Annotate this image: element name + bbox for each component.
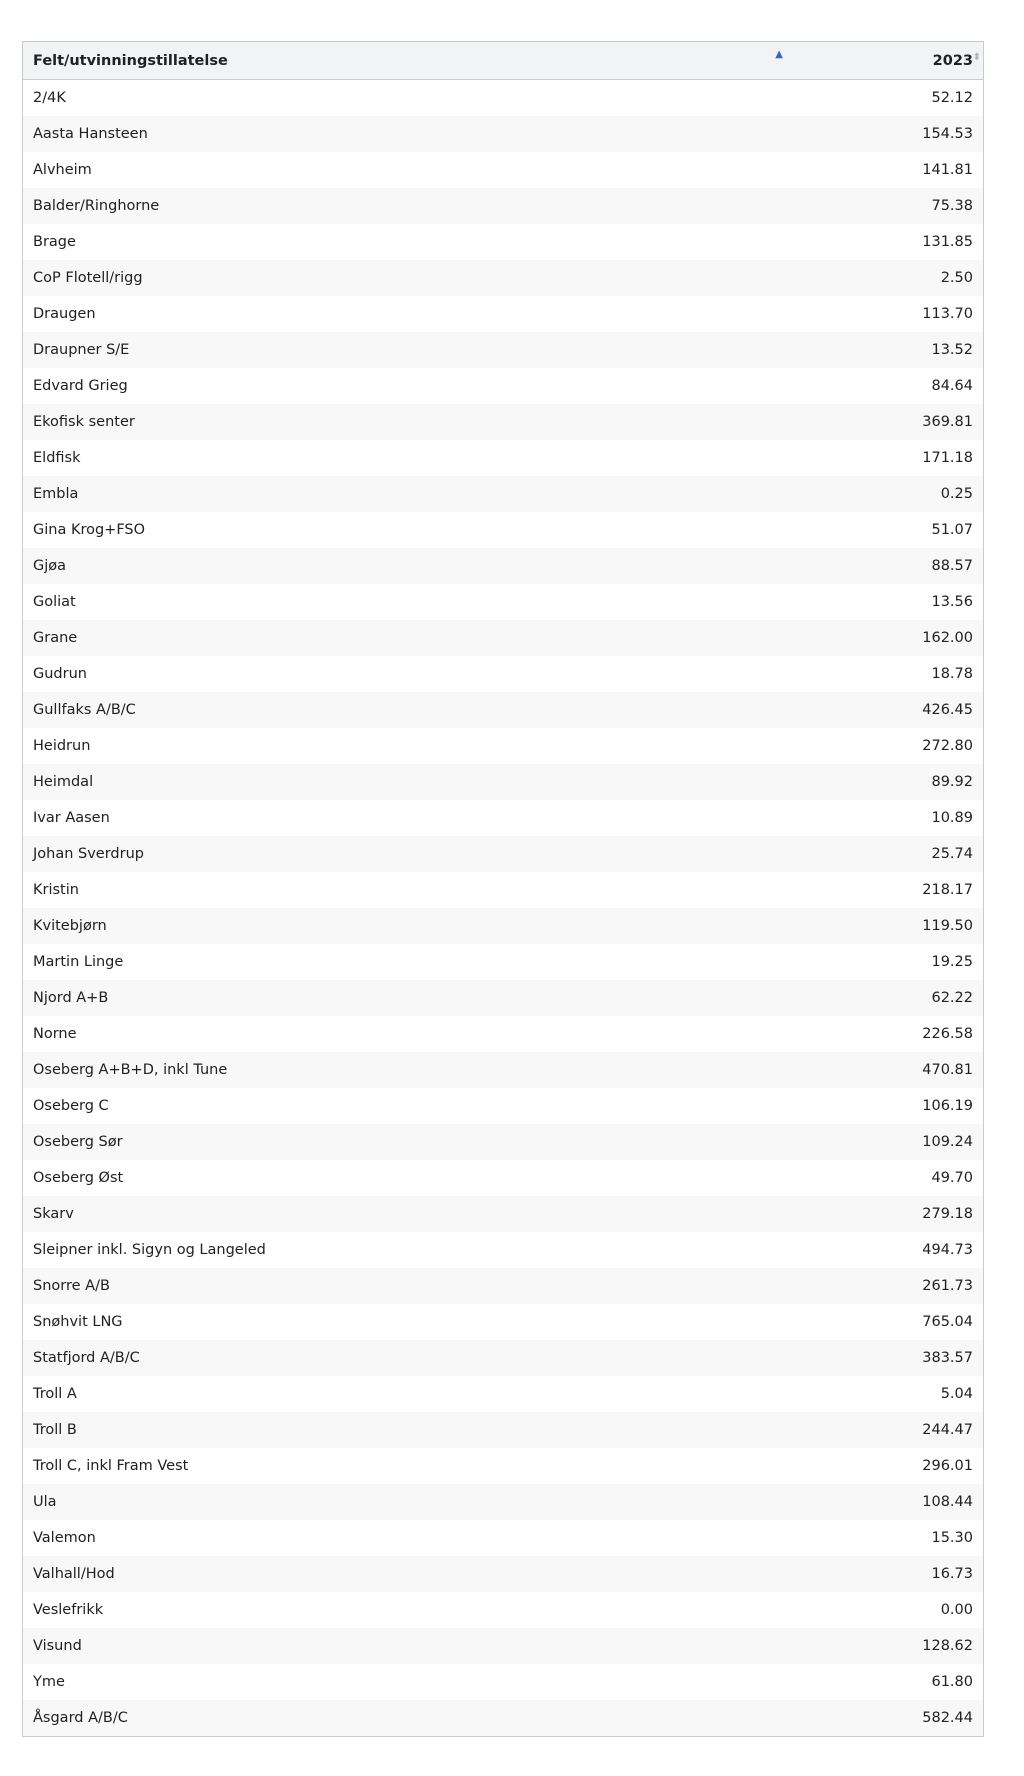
value-2023-cell: 13.56 xyxy=(783,584,983,620)
column-header-year[interactable] xyxy=(783,42,983,80)
value-2023-cell: 131.85 xyxy=(783,224,983,260)
value-2023-cell: 88.57 xyxy=(783,548,983,584)
table-row xyxy=(23,332,983,368)
field-name-cell: Aasta Hansteen xyxy=(23,116,783,152)
value-2023-cell: 296.01 xyxy=(783,1448,983,1484)
value-2023-cell: 226.58 xyxy=(783,1016,983,1052)
field-name-cell: Gjøa xyxy=(23,548,783,584)
table-row xyxy=(23,836,983,872)
value-2023-cell: 218.17 xyxy=(783,872,983,908)
value-2023-cell: 113.70 xyxy=(783,296,983,332)
value-2023-cell: 244.47 xyxy=(783,1412,983,1448)
table-row xyxy=(23,944,983,980)
field-name-cell: Grane xyxy=(23,620,783,656)
table-row xyxy=(23,980,983,1016)
field-name-cell: Kvitebjørn xyxy=(23,908,783,944)
value-2023-cell: 383.57 xyxy=(783,1340,983,1376)
table-row xyxy=(23,1088,983,1124)
value-2023-cell: 494.73 xyxy=(783,1232,983,1268)
value-2023-cell: 106.19 xyxy=(783,1088,983,1124)
field-name-cell: Draupner S/E xyxy=(23,332,783,368)
column-header-field-label: Felt/utvinningstillatelse xyxy=(33,52,228,69)
value-2023-cell: 84.64 xyxy=(783,368,983,404)
value-2023-cell: 89.92 xyxy=(783,764,983,800)
value-2023-cell: 154.53 xyxy=(783,116,983,152)
table-row xyxy=(23,1160,983,1196)
table-row xyxy=(23,1340,983,1376)
value-2023-cell: 25.74 xyxy=(783,836,983,872)
field-name-cell: Valhall/Hod xyxy=(23,1556,783,1592)
field-name-cell: Alvheim xyxy=(23,152,783,188)
value-2023-cell: 15.30 xyxy=(783,1520,983,1556)
field-name-cell: Njord A+B xyxy=(23,980,783,1016)
table-row xyxy=(23,872,983,908)
table-row xyxy=(23,1016,983,1052)
field-name-cell: Martin Linge xyxy=(23,944,783,980)
value-2023-cell: 128.62 xyxy=(783,1628,983,1664)
field-name-cell: Kristin xyxy=(23,872,783,908)
field-name-cell: 2/4K xyxy=(23,80,783,117)
sort-neutral-icon[interactable]: ⬍ xyxy=(972,52,981,63)
table-row xyxy=(23,116,983,152)
column-header-year-label: 2023 xyxy=(932,52,973,69)
sort-ascending-icon[interactable]: ▲ xyxy=(775,49,783,60)
table-row xyxy=(23,1268,983,1304)
field-name-cell: Ivar Aasen xyxy=(23,800,783,836)
field-name-cell: Visund xyxy=(23,1628,783,1664)
table-body xyxy=(23,80,983,1737)
table-row xyxy=(23,1664,983,1700)
table-row xyxy=(23,800,983,836)
value-2023-cell: 62.22 xyxy=(783,980,983,1016)
table-row xyxy=(23,260,983,296)
field-name-cell: Draugen xyxy=(23,296,783,332)
field-name-cell: Ula xyxy=(23,1484,783,1520)
table-row xyxy=(23,728,983,764)
value-2023-cell: 272.80 xyxy=(783,728,983,764)
table-row xyxy=(23,1628,983,1664)
field-name-cell: Oseberg C xyxy=(23,1088,783,1124)
table-row xyxy=(23,1448,983,1484)
value-2023-cell: 470.81 xyxy=(783,1052,983,1088)
field-name-cell: Troll A xyxy=(23,1376,783,1412)
field-name-cell: Statfjord A/B/C xyxy=(23,1340,783,1376)
table-row xyxy=(23,476,983,512)
table-row xyxy=(23,1376,983,1412)
table-row xyxy=(23,1700,983,1736)
table-row xyxy=(23,548,983,584)
value-2023-cell: 426.45 xyxy=(783,692,983,728)
value-2023-cell: 108.44 xyxy=(783,1484,983,1520)
table-row xyxy=(23,1412,983,1448)
field-name-cell: Eldfisk xyxy=(23,440,783,476)
value-2023-cell: 582.44 xyxy=(783,1700,983,1736)
field-name-cell: Balder/Ringhorne xyxy=(23,188,783,224)
table-row xyxy=(23,1304,983,1340)
value-2023-cell: 765.04 xyxy=(783,1304,983,1340)
field-name-cell: Heimdal xyxy=(23,764,783,800)
table-row xyxy=(23,512,983,548)
field-name-cell: Oseberg Sør xyxy=(23,1124,783,1160)
table-row xyxy=(23,584,983,620)
value-2023-cell: 279.18 xyxy=(783,1196,983,1232)
table-row xyxy=(23,188,983,224)
value-2023-cell: 61.80 xyxy=(783,1664,983,1700)
field-name-cell: CoP Flotell/rigg xyxy=(23,260,783,296)
value-2023-cell: 19.25 xyxy=(783,944,983,980)
table-row xyxy=(23,296,983,332)
field-name-cell: Snøhvit LNG xyxy=(23,1304,783,1340)
table-row xyxy=(23,1484,983,1520)
table-row xyxy=(23,404,983,440)
field-name-cell: Oseberg Øst xyxy=(23,1160,783,1196)
field-name-cell: Troll B xyxy=(23,1412,783,1448)
field-name-cell: Brage xyxy=(23,224,783,260)
value-2023-cell: 5.04 xyxy=(783,1376,983,1412)
field-name-cell: Gina Krog+FSO xyxy=(23,512,783,548)
field-name-cell: Troll C, inkl Fram Vest xyxy=(23,1448,783,1484)
field-name-cell: Valemon xyxy=(23,1520,783,1556)
value-2023-cell: 0.25 xyxy=(783,476,983,512)
data-table-container xyxy=(22,41,984,1737)
value-2023-cell: 162.00 xyxy=(783,620,983,656)
field-name-cell: Ekofisk senter xyxy=(23,404,783,440)
value-2023-cell: 52.12 xyxy=(783,80,983,117)
table-row xyxy=(23,368,983,404)
field-name-cell: Embla xyxy=(23,476,783,512)
value-2023-cell: 171.18 xyxy=(783,440,983,476)
field-name-cell: Edvard Grieg xyxy=(23,368,783,404)
field-name-cell: Veslefrikk xyxy=(23,1592,783,1628)
value-2023-cell: 16.73 xyxy=(783,1556,983,1592)
value-2023-cell: 109.24 xyxy=(783,1124,983,1160)
field-name-cell: Åsgard A/B/C xyxy=(23,1700,783,1736)
value-2023-cell: 119.50 xyxy=(783,908,983,944)
table-row xyxy=(23,620,983,656)
field-name-cell: Gudrun xyxy=(23,656,783,692)
value-2023-cell: 13.52 xyxy=(783,332,983,368)
field-name-cell: Skarv xyxy=(23,1196,783,1232)
table-row xyxy=(23,440,983,476)
value-2023-cell: 0.00 xyxy=(783,1592,983,1628)
table-row xyxy=(23,1592,983,1628)
field-name-cell: Snorre A/B xyxy=(23,1268,783,1304)
field-name-cell: Sleipner inkl. Sigyn og Langeled xyxy=(23,1232,783,1268)
value-2023-cell: 369.81 xyxy=(783,404,983,440)
value-2023-cell: 51.07 xyxy=(783,512,983,548)
column-header-field[interactable] xyxy=(23,42,783,80)
table-row xyxy=(23,152,983,188)
value-2023-cell: 18.78 xyxy=(783,656,983,692)
table-row xyxy=(23,1520,983,1556)
header-row xyxy=(23,42,983,80)
table-row xyxy=(23,1052,983,1088)
table-row xyxy=(23,656,983,692)
value-2023-cell: 49.70 xyxy=(783,1160,983,1196)
field-name-cell: Norne xyxy=(23,1016,783,1052)
table-header xyxy=(23,42,983,80)
table-row xyxy=(23,908,983,944)
value-2023-cell: 2.50 xyxy=(783,260,983,296)
table-row xyxy=(23,80,983,117)
value-2023-cell: 261.73 xyxy=(783,1268,983,1304)
value-2023-cell: 75.38 xyxy=(783,188,983,224)
field-name-cell: Oseberg A+B+D, inkl Tune xyxy=(23,1052,783,1088)
data-table xyxy=(23,42,983,1736)
value-2023-cell: 141.81 xyxy=(783,152,983,188)
table-row xyxy=(23,1232,983,1268)
table-row xyxy=(23,224,983,260)
field-name-cell: Gullfaks A/B/C xyxy=(23,692,783,728)
table-row xyxy=(23,1196,983,1232)
table-row xyxy=(23,692,983,728)
field-name-cell: Goliat xyxy=(23,584,783,620)
field-name-cell: Heidrun xyxy=(23,728,783,764)
field-name-cell: Johan Sverdrup xyxy=(23,836,783,872)
table-row xyxy=(23,1556,983,1592)
table-row xyxy=(23,1124,983,1160)
value-2023-cell: 10.89 xyxy=(783,800,983,836)
table-row xyxy=(23,764,983,800)
field-name-cell: Yme xyxy=(23,1664,783,1700)
